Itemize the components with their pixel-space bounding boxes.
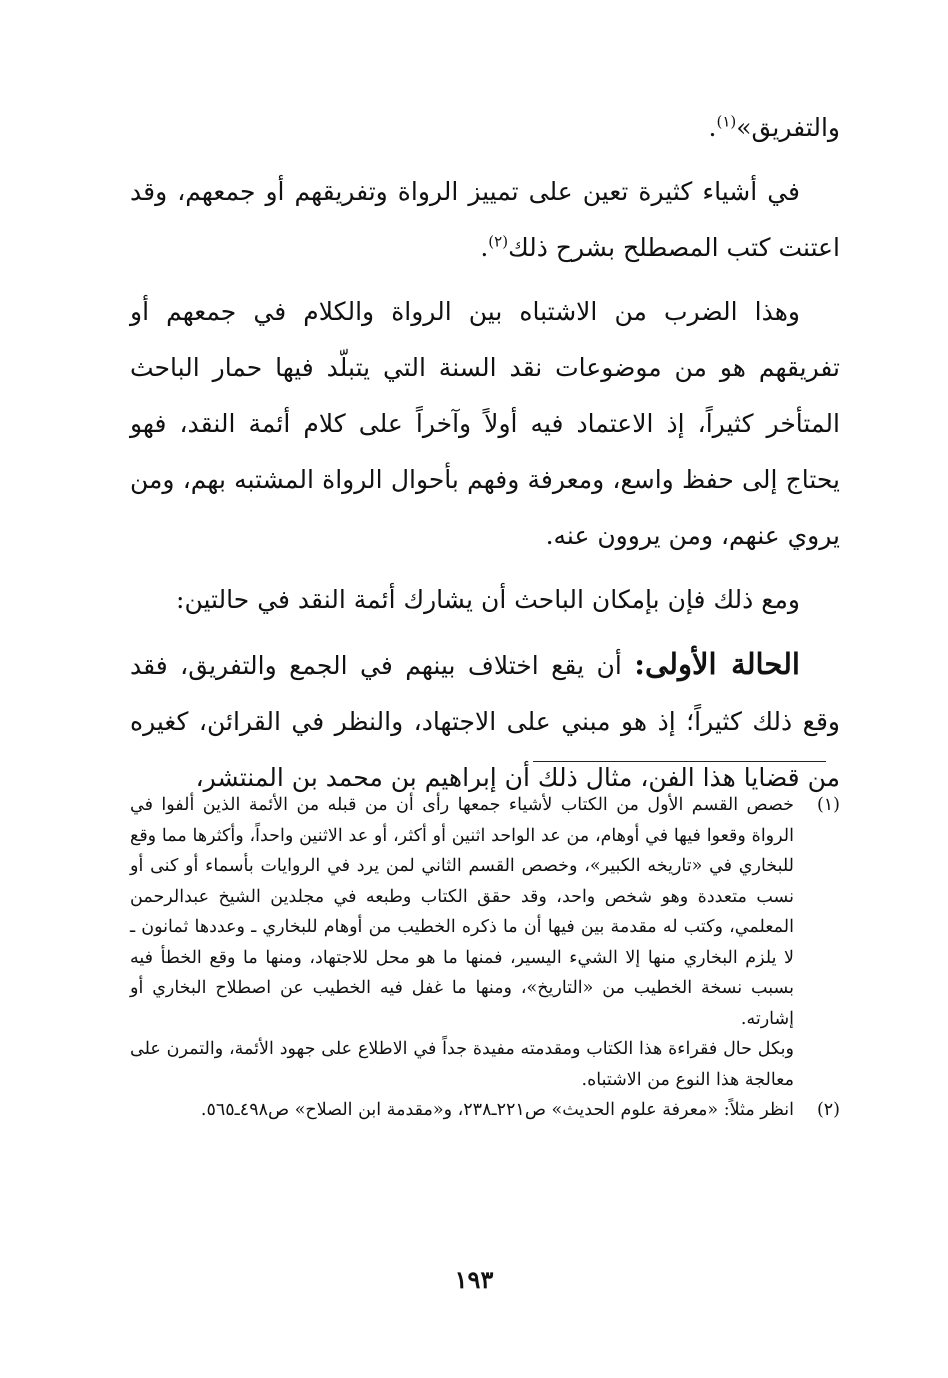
footnote [130,1095,840,1126]
punctuation: . [480,233,489,262]
footnote-number: (١) [816,795,840,815]
paragraph: ومع ذلك فإن بإمكان الباحث أن يشارك أئمة النقد في حالتين: [176,585,800,614]
footnote-continuation: وبكل حال فقراءة هذا الكتاب ومقدمته مفيدة جداً في الاطلاع على جهود الأئمة، والتمرن على معالجة هذا النوع من الاشتباه. [130,1039,794,1090]
paragraph: وهذا الضرب من الاشتباه بين الرواة والكلام في جمعهم أو تفريقهم هو من موضوعات نقد السنة التي يتبلّد فيها حمار الباحث المتأخر كثيراً، إذ الاعتماد فيه أولاً وآخراً على كلام أئمة النقد، فهو يحتاج إلى حفظ واسع، ومعرفة وفهم بأحوال الرواة المشتبه بهم، ومن يروي عنهم، ومن يروون عنه. [130,297,840,550]
footnote-text: انظر مثلاً: «معرفة علوم الحديث» ص٢٢١ـ٢٣٨، و«مقدمة ابن الصلاح» ص٤٩٨ـ٥٦٥. [200,1100,794,1120]
paragraph [130,636,840,806]
footnote-number: (٢) [816,1100,840,1120]
footnote-reference: (٢) [488,232,509,251]
main-text [130,100,840,814]
footnote-reference: (١) [716,112,737,131]
paragraph-text: في أشياء كثيرة تعين على تمييز الرواة وتفريقهم أو جمعهم، وقد اعتنت كتب المصطلح بشرح ذلك [130,177,840,262]
paragraph-continuation [130,100,840,156]
footnote [130,790,840,1034]
paragraph-text: والتفريق» [736,113,840,142]
footnote-separator [533,761,826,762]
footnote-body [130,790,794,1034]
page-number: ١٩٣ [454,1265,494,1294]
paragraph [130,164,840,276]
case-heading: الحالة الأولى: [634,647,800,681]
punctuation: . [708,113,717,142]
paragraph-text: أن يقع اختلاف بينهم في الجمع والتفريق، فقد وقع ذلك كثيراً؛ إذ هو مبني على الاجتهاد، والنظر في القرائن، كغيره من قضايا هذا الفن، مثال ذلك أن إبراهيم بن محمد بن المنتشر، [130,651,840,792]
footnotes [130,790,840,1126]
footnote-body [130,1095,794,1126]
footnote-text: خصص القسم الأول من الكتاب لأشياء جمعها رأى أن من قبله من الأئمة الذين ألفوا في الرواة وقعوا فيها في أوهام، من عد الواحد اثنين أو أكثر، أو عد الاثنين واحداً، وأكثرها مما وقع للبخاري في «تاريخه الكبير»، وخصص القسم الثاني لمن يرد في الروايات بأسماء أو كنى أو نسب متعددة وهو شخص واحد، وقد حقق الكتاب وطبعه في مجلدين الشيخ عبدالرحمن المعلمي، وكتب له مقدمة بين فيها أن ما ذكره الخطيب من أوهام للبخاري ـ وعددها ثمانون ـ لا يلزم البخاري منها إلا الشيء اليسير، فمنها ما هو محل للاجتهاد، ومنها ما وقع الخطأ فيه بسبب نسخة الخطيب من «التاريخ»، ومنها ما غفل فيه الخطيب عن اصطلاح البخاري أو إشارته. [130,795,794,1029]
